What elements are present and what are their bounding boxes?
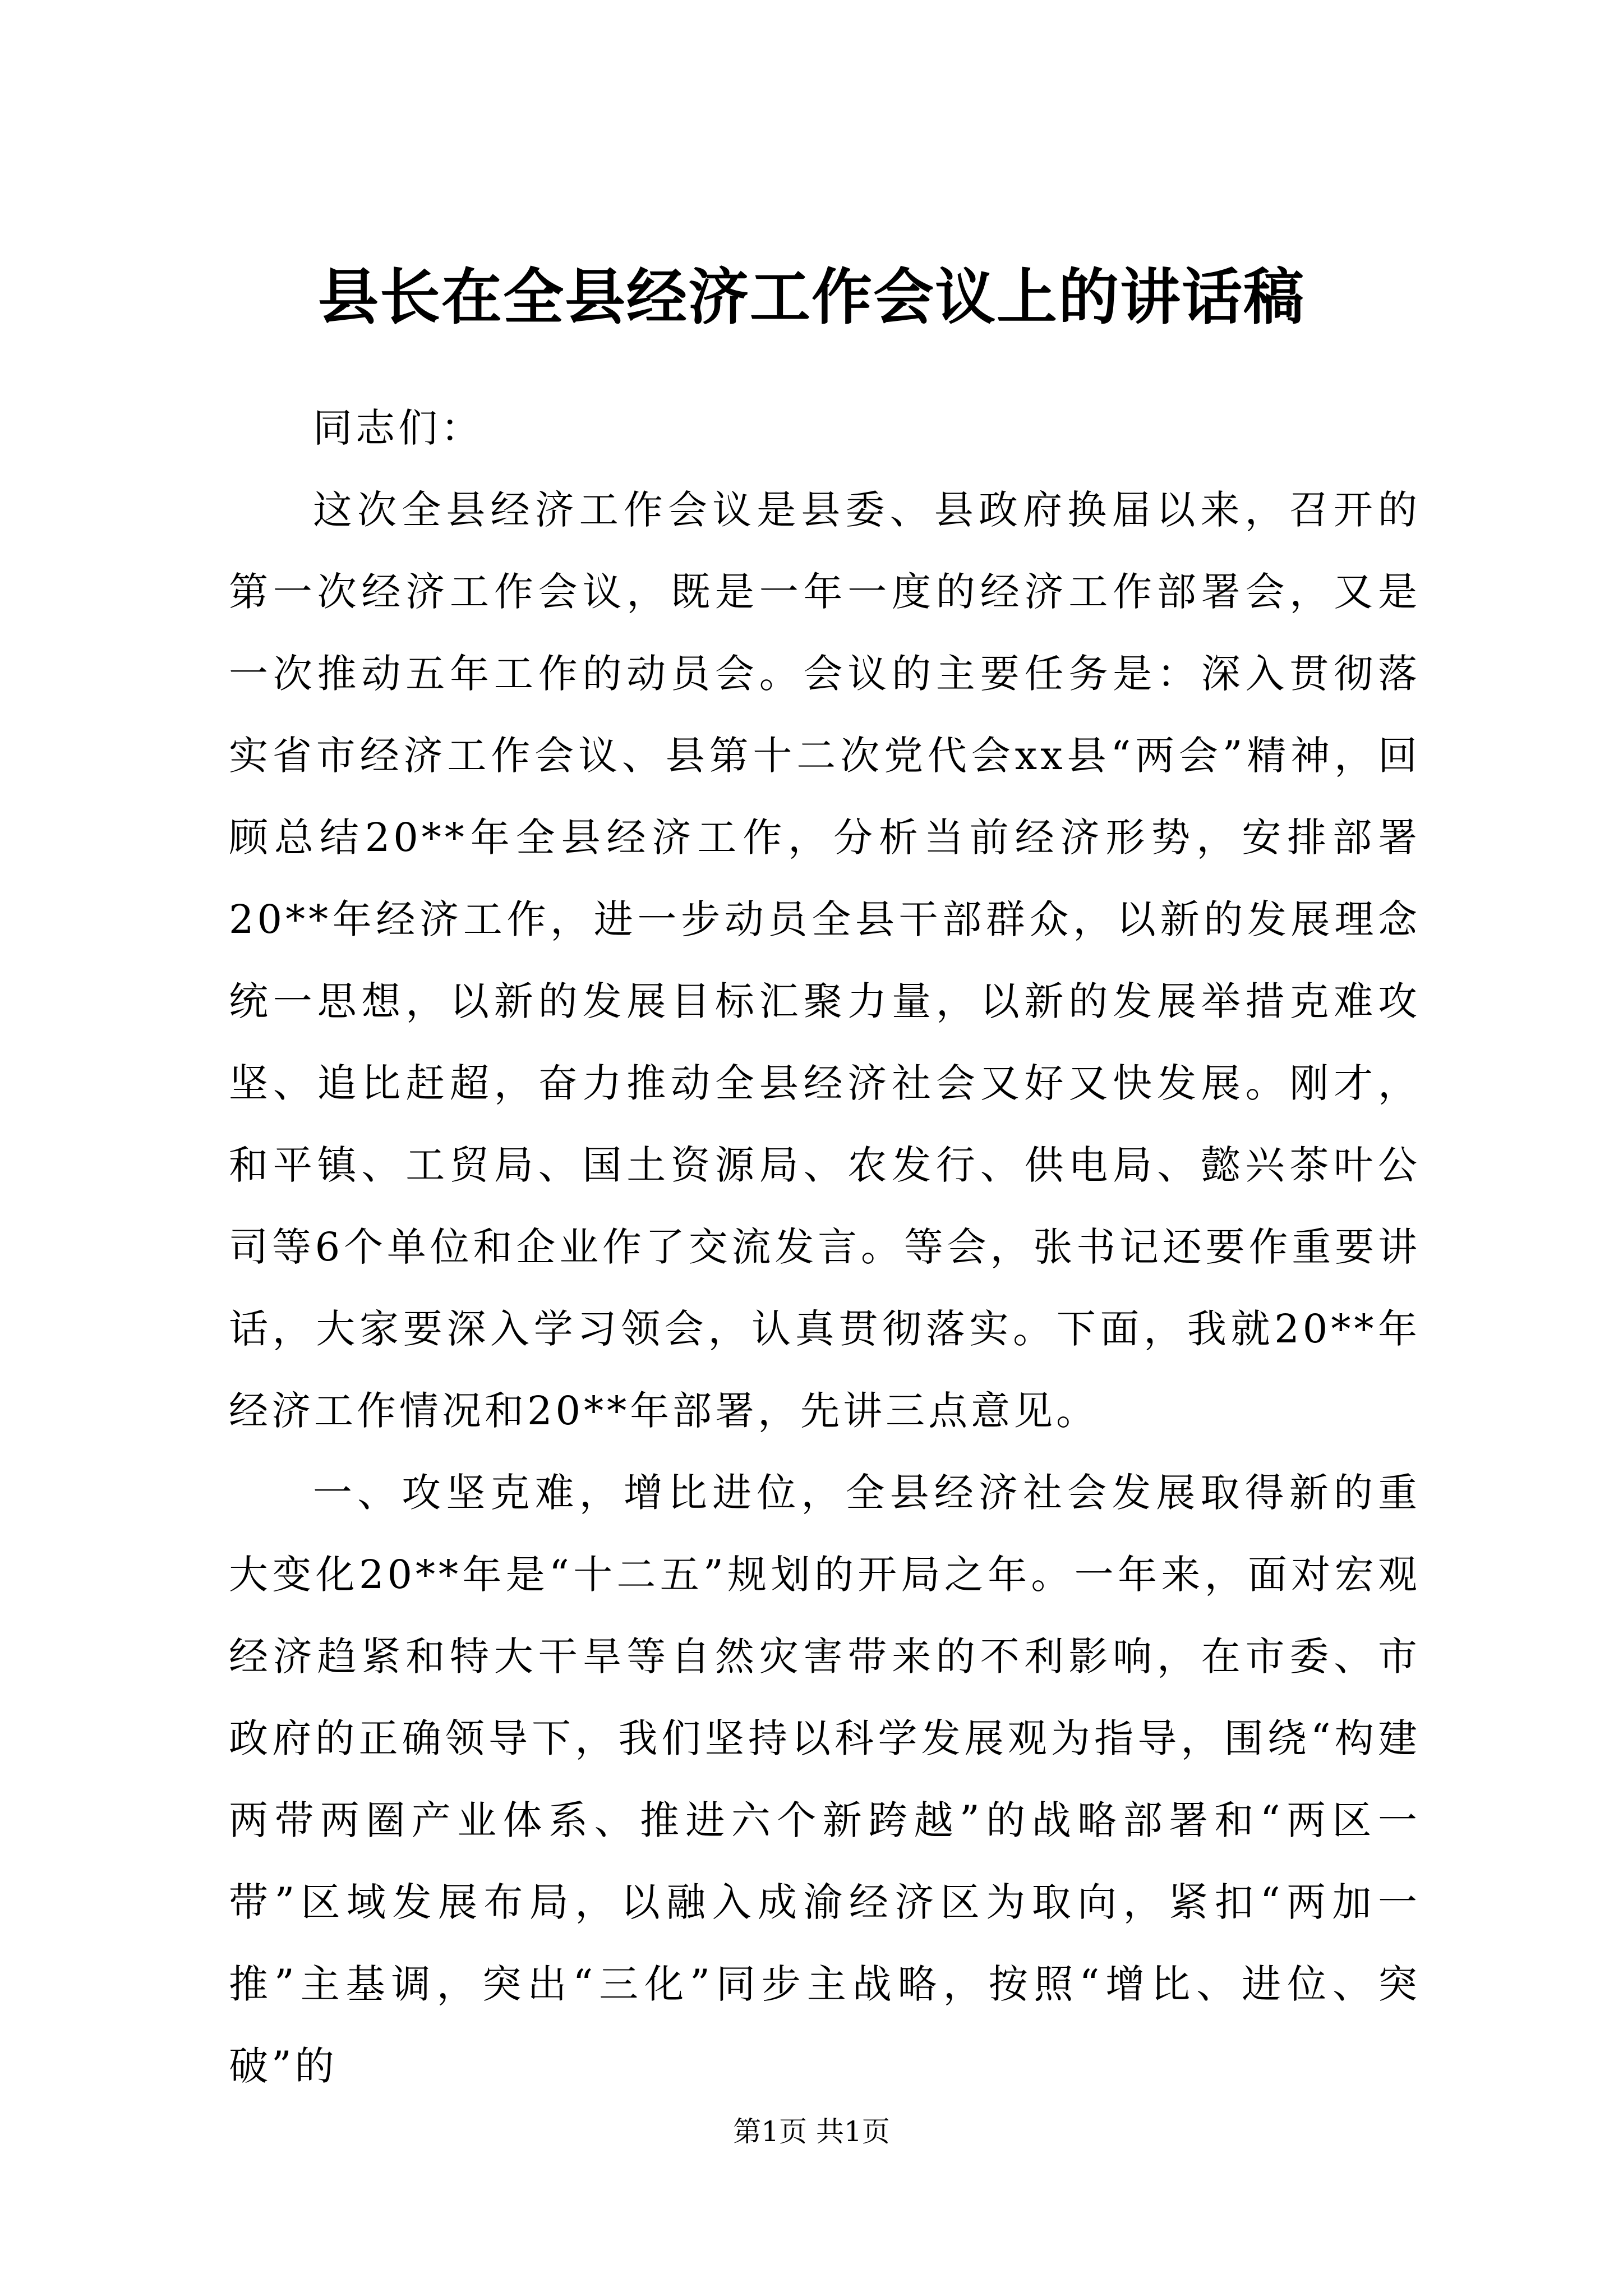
salutation: 同志们： xyxy=(313,405,483,451)
paragraph-section-one: 一、攻坚克难，增比进位，全县经济社会发展取得新的重大变化20**年是“十二五”规划的开局之年。一年来，面对宏观经济趋紧和特大干旱等自然灾害带来的不利影响，在市委、市政府的正确领导下，我们坚持以科学发展观为指导，围绕“构建两带两圈产业体系、推进六个新跨越”的战略部署和“两区一带”区域发展布局，以融入成渝经济区为取向，紧扣“两加一推”主基调，突出“三化”同步主战略，按照“增比、进位、突破”的 xyxy=(229,1470,1421,2089)
document-body xyxy=(229,387,1421,2107)
document-title: 县长在全县经济工作会议上的讲话稿 xyxy=(317,262,1305,333)
page-footer: 第1页 共1页 xyxy=(733,2115,890,2148)
paragraph-intro: 这次全县经济工作会议是县委、县政府换届以来，召开的第一次经济工作会议，既是一年一度的经济工作部署会，又是一次推动五年工作的动员会。会议的主要任务是：深入贯彻落实省市经济工作会议、县第十二次党代会xx县“两会”精神，回顾总结20**年全县经济工作，分析当前经济形势，安排部署20**年经济工作，进一步动员全县干部群众，以新的发展理念统一思想，以新的发展目标汇聚力量，以新的发展举措克难攻坚、追比赶超，奋力推动全县经济社会又好又快发展。刚才，和平镇、工贸局、国土资源局、农发行、供电局、懿兴茶叶公司等6个单位和企业作了交流发言。等会，张书记还要作重要讲话，大家要深入学习领会，认真贯彻落实。下面，我就20**年经济工作情况和20**年部署，先讲三点意见。 xyxy=(229,487,1421,1434)
